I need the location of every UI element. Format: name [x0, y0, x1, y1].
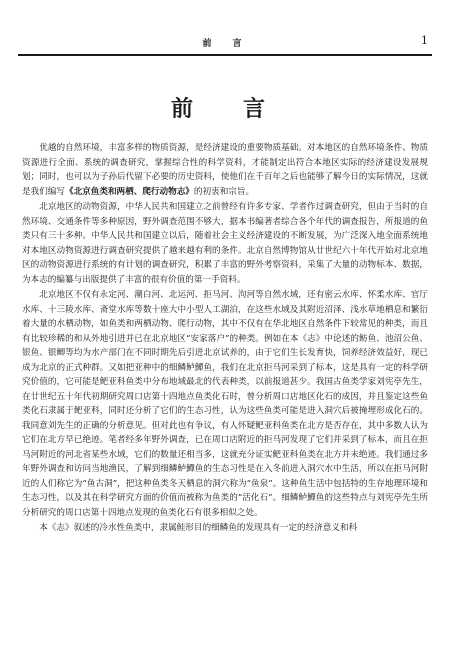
book-title-text: 《北京鱼类和两栖、爬行动物志》 — [64, 186, 194, 197]
paragraph-text: 北京地区不仅有永定河、潮白河、北运河、拒马河、泃河等自然水域，还有密云水库、怀柔水库、官厅水库、十三陵水库、斋堂水库等数十座大中小型人工湖泊，在这些水域及其附近沼泽、浅水草地栖息和繁衍着大量的水栖动物，如鱼类和两栖动物、爬行动物，其中不仅有在华北地区自然条件下较常见的种类，而且有比较珍稀的和从外地引进并已在北京地区“安家落户”的种类。例如在本《志》中论述的鲂鱼、池沼公鱼、银鱼、银鲫等均为水产部门在不同时期先后引进北京试养的，由于它们生长发育快，饲养经济效益好，现已成为北京的正式种群。又如把亚种中的细鳞鲈鱓鱼，我们在北京拒马河采到了标本，这是具有一定的科学研究价值的，它可能是鲃亚科鱼类中分布地域最北的代表种类，以前报道甚少。我国古鱼类学家刘宪亭先生，在廿世纪五十年代初期研究周口店第十四地点鱼类化石时，曾分析周口店地区化石的成因，并且鉴定这些鱼类化石隶属于鲃亚科，同时还分析了它们的生态习性，认为这些鱼类可能是进入洞穴后被掩埋形成化石的。我同意刘先生的正确的分析意见。但对此也有争议，有人怀疑鲃亚科鱼类在北方是否存在，其中多数人认为它们在北方早已绝迹。笔者经多年野外调查，已在周口店附近的拒马河发现了它们并采到了标本，而且在拒马河附近的河北省某些水域，它们的数量还相当多，这就充分证实鲃亚科鱼类在北方并未绝迹。我们通过多年野外调查和访问当地渔民，了解到细鳞鲈鱓鱼的生态习性是在入冬前进入洞穴水中生活，所以在拒马河附近的人们称它为“鱼古洞”，把这种鱼类冬天栖息的洞穴称为“鱼泉”。这种鱼生活中包括特的生存地理环境和生态习性，以及其在科学研究方面的价值而被称为鱼类的“活化石”。细鳞鲈鱓鱼的这些特点与刘宪亭先生所分析研究的周口店第十四地点发现的鱼类化石有很多相似之处。 — [22, 290, 428, 518]
paragraph — [22, 200, 428, 287]
body-text — [22, 141, 428, 649]
paragraph-text: 的初衷和宗旨。 — [193, 186, 255, 197]
paragraph — [22, 141, 428, 199]
paragraph — [22, 288, 428, 520]
page-title: 前 言 — [170, 96, 279, 122]
page-header — [18, 10, 432, 56]
paragraph-text: 北京地区的动物资源，中华人民共和国建立之前曾经有许多专家、学者作过调查研究，但由于当时的自然环境、交通条件等多种原因，野外调查范围不够大，据本书编著者综合各个年代的调查报告，所报道的鱼类只有三十多种。中华人民共和国建立以后，随着社会主义经济建设的不断发展，为广泛深入地全面系统地对本地区动物资源进行调查研究提供了越来越有利的条件。北京自然博物馆从廿世纪六十年代开始对北京地区的动物资源进行系统的有计划的调查研究，积累了丰富的野外考察资料，采集了大量的动物标本、数据，为本志的编纂与出版提供了丰富的很有价值的第一手资料。 — [22, 202, 428, 285]
paragraph-text: 优越的自然环境，丰富多样的物质资源，是经济建设的重要物质基础。对本地区的自然环境条件、物质资源进行全面、系统的调查研究，掌握综合性的科学资料，才能制定出符合本地区实际的经济建设发展规划；同时，也可以为子孙后代留下必要的历史资料，使他们在千百年之后也能够了解今日的实际情况，这就是我们编写 — [22, 143, 428, 197]
running-head: 前 言 — [202, 39, 248, 49]
page-number: 1 — [421, 34, 428, 47]
paragraph — [22, 521, 428, 536]
paragraph-text: 本《志》叙述的冷水性鱼类中，隶属鲑形目的细鳞鱼的发现具有一定的经济意义和科 — [39, 523, 358, 533]
